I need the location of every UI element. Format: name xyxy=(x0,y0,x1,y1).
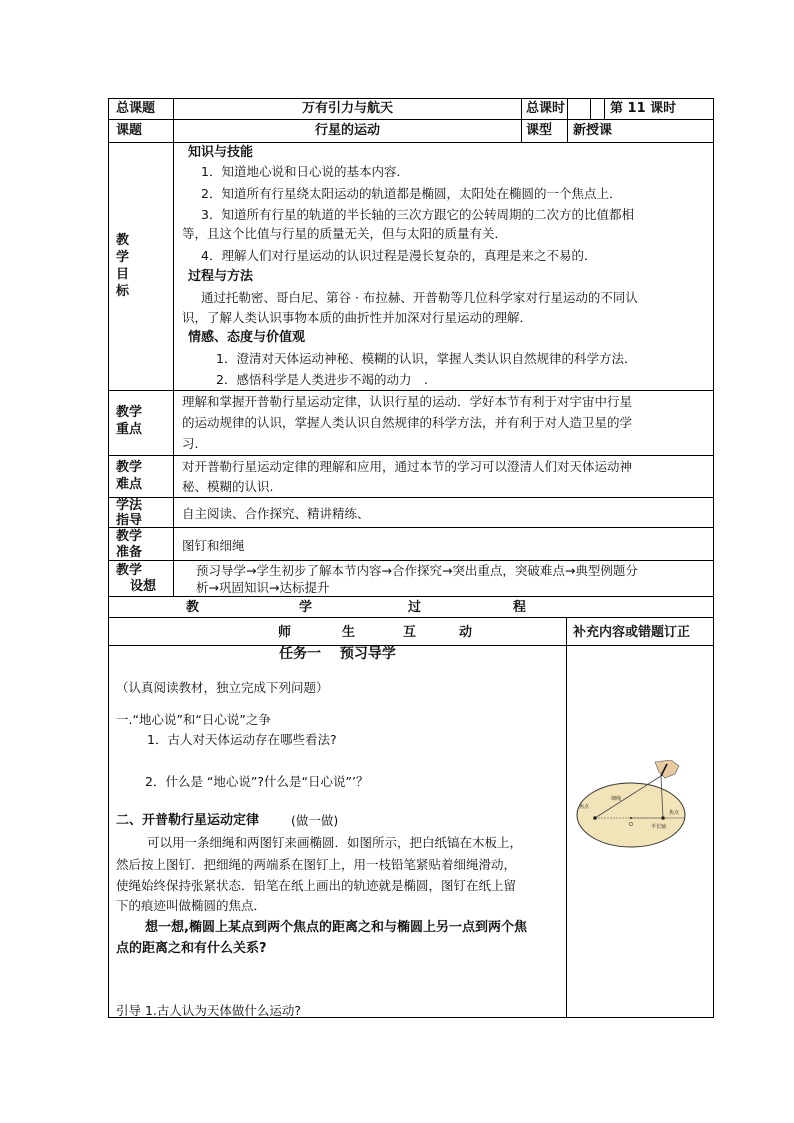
method-label: 指导 xyxy=(116,513,143,528)
fig-label-o: O xyxy=(629,822,633,828)
goal-line: 2．感悟科学是人类进步不竭的动力 . xyxy=(216,372,428,387)
topic-label: 课题 xyxy=(116,123,143,138)
process-header-char: 程 xyxy=(513,600,527,615)
method-label: 学法 xyxy=(116,498,143,513)
section-1-title: 一.“地心说”和“日心说”之争 xyxy=(116,712,271,727)
process-method-title: 过程与方法 xyxy=(188,269,254,284)
lesson-type-label: 课型 xyxy=(526,123,553,138)
section-2-note: (做一做) xyxy=(291,813,339,828)
ellipse-drawing-figure xyxy=(575,760,687,852)
interaction-header-char: 生 xyxy=(342,625,356,640)
lesson-number: 第 11 课时 xyxy=(610,101,677,116)
question: 2．什么是 “地心说”?什么是“日心说”’？ xyxy=(145,774,369,789)
activity-line: 使绳始终保持张紧状态．铅笔在纸上画出的轨迹就是椭圆，图钉在纸上留 xyxy=(116,878,517,893)
goal-line: 4．理解人们对行星运动的认识过程是漫长复杂的，真理是来之不易的． xyxy=(201,248,597,263)
focus-pin-right xyxy=(661,816,665,820)
fig-label-focus-left: 焦点 xyxy=(579,804,590,810)
topic-value: 行星的运动 xyxy=(314,123,380,138)
activity-line: 可以用一条细绳和两图钉来画椭圆．如图所示，把白纸镐在木板上， xyxy=(147,835,523,850)
design-label: 设想 xyxy=(130,579,157,594)
attitude-values-title: 情感、态度与价值观 xyxy=(188,330,306,345)
goal-line: 2．知道所有行星绕太阳运动的轨道都是椭圆，太阳处在椭圆的一个焦点上． xyxy=(201,186,622,201)
difficulty-label: 教学 xyxy=(116,460,143,475)
difficulty-line: 对开普勒行星运动定律的理解和应用，通过本节的学习可以澄清人们对天体运动神 xyxy=(182,459,633,474)
process-header-char: 过 xyxy=(408,600,422,615)
interaction-header-char: 互 xyxy=(403,625,417,640)
goal-line: 1．知道地心说和日心说的基本内容． xyxy=(201,164,409,179)
goal-line: 通过托勒密、哥白尼、第谷 · 布拉赫、开普勒等几位科学家对行星运动的不同认 xyxy=(201,290,638,305)
total-topic-value: 万有引力与航天 xyxy=(301,101,393,116)
goal-line: 等，且这个比值与行星的质量无关，但与太阳的质量有关． xyxy=(182,226,508,241)
task-title: 任务一 预习导学 xyxy=(279,646,396,662)
activity-line: 然后按上图钉．把细绳的两端系在图钉上，用一枝铅笔紧贴着细绳滑动， xyxy=(116,857,517,872)
goals-label-char: 教 xyxy=(116,233,130,248)
difficulty-line: 秘、模糊的认识. xyxy=(182,479,274,494)
think-question: 想一想,椭圆上某点到两个焦点的距离之和与椭圆上另一点到两个焦 xyxy=(145,920,527,935)
goal-line: 3．知道所有行星的轨道的半长轴的三次方跟它的公转周期的二次方的比值都相 xyxy=(201,207,634,222)
fig-label-semi-axis: 半长轴 xyxy=(651,824,667,830)
difficulty-label: 难点 xyxy=(116,477,143,492)
focus-line: 习. xyxy=(182,436,199,451)
fig-label-focus-right: 焦点 xyxy=(669,810,680,816)
fig-label-rope: 细绳 xyxy=(611,796,622,802)
total-hours-label: 总课时 xyxy=(526,101,566,116)
goal-line: 1．澄清对天体运动神秘、模糊的认识，掌握人类认识自然规律的科学方法． xyxy=(216,351,637,366)
focus-line: 理解和掌握开普勒行星运动定律，认识行星的运动．学好本节有利于对宇宙中行星 xyxy=(182,394,633,409)
method-text: 自主阅读、合作探究、精讲精练、 xyxy=(182,506,370,521)
process-header-char: 教 xyxy=(186,600,200,615)
focus-label: 重点 xyxy=(116,422,143,437)
prep-label: 准备 xyxy=(116,545,143,560)
prep-text: 图钉和细绳 xyxy=(182,538,245,553)
goals-label-char: 学 xyxy=(116,250,130,265)
knowledge-skills-title: 知识与技能 xyxy=(188,145,254,160)
goals-label-char: 标 xyxy=(116,284,130,299)
lesson-type-value: 新授课 xyxy=(573,123,613,138)
task-intro: （认真阅读教材，独立完成下列问题） xyxy=(116,680,329,695)
process-header-char: 学 xyxy=(299,600,313,615)
think-question: 点的距离之和有什么关系? xyxy=(116,941,267,956)
interaction-header-char: 动 xyxy=(459,625,473,640)
section-2-title: 二、开普勒行星运动定律 xyxy=(116,813,260,828)
design-line: 预习导学→学生初步了解本节内容→合作探究→突出重点，突破难点→典型例题分 xyxy=(196,563,638,578)
design-label: 教学 xyxy=(116,563,143,578)
focus-pin-left xyxy=(593,816,597,820)
design-line: 析→巩固知识→达标提升 xyxy=(196,580,330,595)
guide-question: 引导 1.古人认为天体做什么运动? xyxy=(116,1003,302,1018)
interaction-header-char: 师 xyxy=(278,625,292,640)
goals-label-char: 目 xyxy=(116,267,130,282)
total-topic-label: 总课题 xyxy=(116,101,156,116)
focus-line: 的运动规律的认识，掌握人类认识自然规律的科学方法，并有利于对人造卫星的学 xyxy=(182,415,633,430)
supplement-header: 补充内容或错题订正 xyxy=(573,625,691,640)
prep-label: 教学 xyxy=(116,529,143,544)
activity-line: 下的痕迹叫做椭圆的焦点． xyxy=(116,898,267,913)
question: 1．古人对天体运动存在哪些看法? xyxy=(147,732,337,747)
focus-label: 教学 xyxy=(116,405,143,420)
goal-line: 识，了解人类认识事物本质的曲折性并加深对行星运动的理解． xyxy=(182,310,533,325)
